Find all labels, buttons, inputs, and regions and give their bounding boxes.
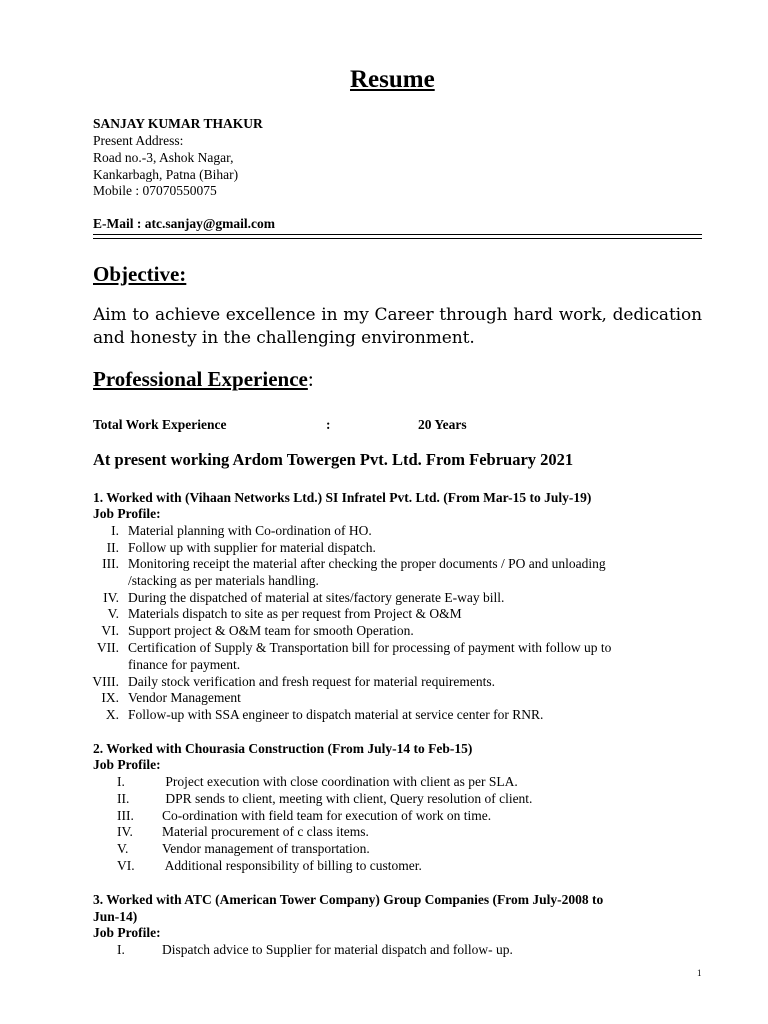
list-number: IV. (103, 590, 119, 605)
list-item: Material procurement of c class items. (162, 824, 369, 839)
list-item: Daily stock verification and fresh request for material requirements. (128, 674, 495, 689)
list-item: Monitoring receipt the material after checking the proper documents / PO and unloading (128, 556, 606, 571)
list-number: I. (111, 523, 119, 538)
job-3-title: 3. Worked with ATC (American Tower Company) Group Companies (From July-2008 to (93, 892, 604, 907)
list-number: X. (105, 707, 119, 722)
job-2-profile-label: Job Profile: (93, 757, 161, 772)
objective-heading: Objective: (93, 262, 187, 286)
list-number: III. (117, 808, 134, 823)
list-number: IV. (117, 824, 133, 839)
list-item: Project execution with close coordination with client as per SLA. (162, 774, 518, 789)
address-label: Present Address: (93, 133, 184, 148)
candidate-name: SANJAY KUMAR THAKUR (93, 116, 263, 131)
address-line-2: Kankarbagh, Patna (Bihar) (93, 167, 239, 182)
list-item: Follow-up with SSA engineer to dispatch material at service center for RNR. (128, 707, 544, 722)
list-item: Material planning with Co-ordination of HO. (128, 523, 372, 538)
list-number: II. (106, 540, 119, 555)
experience-heading-wrap (93, 366, 314, 392)
list-item: Materials dispatch to site as per request from Project & O&M (128, 606, 462, 621)
page-number: 1 (697, 968, 702, 978)
list-item: Co-ordination with field team for execution of work on time. (162, 808, 492, 823)
list-item: During the dispatched of material at sites/factory generate E-way bill. (128, 590, 505, 605)
list-item: Vendor management of transportation. (162, 841, 370, 856)
list-number: IX. (101, 690, 119, 705)
present-employment: At present working Ardom Towergen Pvt. Ltd. From February 2021 (93, 450, 574, 469)
list-item-continuation: /stacking as per materials handling. (128, 573, 319, 588)
total-experience-label: Total Work Experience (93, 417, 227, 432)
list-item: DPR sends to client, meeting with client, Query resolution of client. (162, 791, 533, 806)
list-number: V. (117, 841, 129, 856)
list-number: III. (102, 556, 119, 571)
mobile-number: Mobile : 07070550075 (93, 183, 217, 198)
job-3-profile-label: Job Profile: (93, 925, 161, 940)
list-number: VIII. (92, 674, 119, 689)
job-1-title: 1. Worked with (Vihaan Networks Ltd.) SI Infratel Pvt. Ltd. (From Mar-15 to July-19) (93, 490, 592, 505)
list-number: II. (117, 791, 130, 806)
list-item: Certification of Supply & Transportation bill for processing of payment with follow up to (128, 640, 612, 655)
objective-text: Aim to achieve excellence in my Career through hard work, dedication and honesty in the challenging environment. (93, 305, 702, 348)
header-divider-top (93, 234, 702, 235)
resume-title: Resume (350, 66, 435, 93)
list-number: VII. (96, 640, 119, 655)
list-item: Follow up with supplier for material dispatch. (128, 540, 376, 555)
list-item-continuation: finance for payment. (128, 657, 241, 672)
address-line-1: Road no.-3, Ashok Nagar, (93, 150, 234, 165)
list-item: Dispatch advice to Supplier for material dispatch and follow- up. (162, 942, 513, 957)
list-number: V. (107, 606, 119, 621)
job-3-title-continuation: Jun-14) (93, 909, 138, 924)
email-address: E-Mail : atc.sanjay@gmail.com (93, 216, 276, 231)
list-number: I. (117, 774, 125, 789)
job-2-title: 2. Worked with Chourasia Construction (From July-14 to Feb-15) (93, 741, 473, 756)
list-item: Vendor Management (128, 690, 241, 705)
list-number: I. (117, 942, 125, 957)
list-item: Support project & O&M team for smooth Operation. (128, 623, 414, 638)
list-number: VI. (117, 858, 135, 873)
total-experience-separator: : (326, 417, 331, 432)
experience-colon: : (307, 367, 314, 391)
list-item: Additional responsibility of billing to customer. (162, 858, 422, 873)
list-number: VI. (101, 623, 119, 638)
experience-heading: Professional Experience (93, 367, 308, 391)
header-divider-bottom (93, 238, 702, 239)
job-1-profile-label: Job Profile: (93, 506, 161, 521)
total-experience-value: 20 Years (418, 417, 467, 432)
